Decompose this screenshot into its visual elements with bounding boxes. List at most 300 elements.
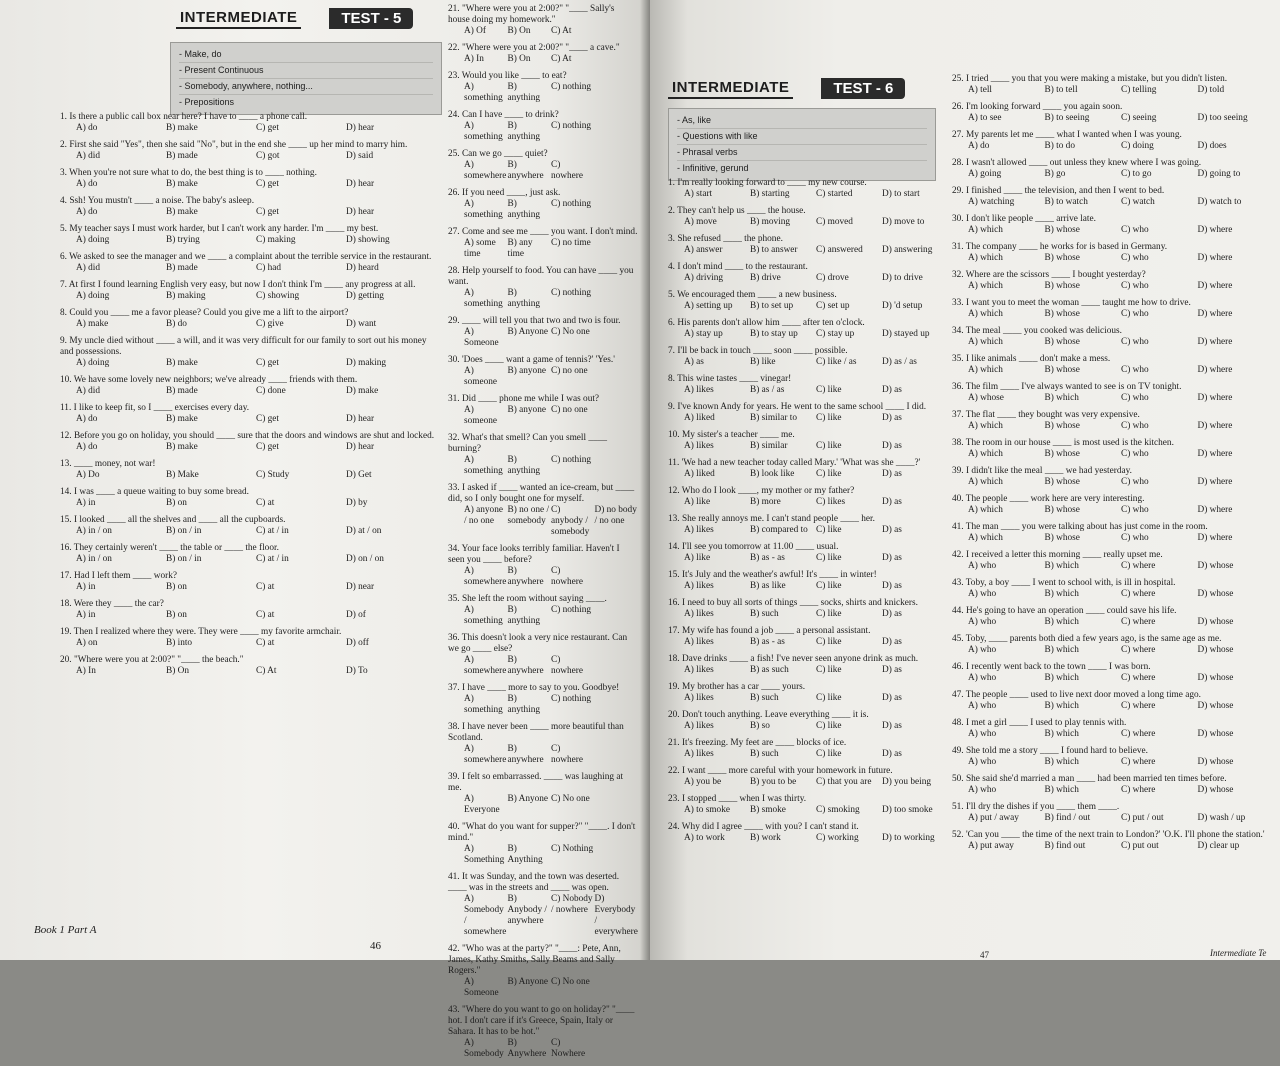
question-number: 19. [668,682,680,692]
answer-option: C) No one [551,794,590,804]
question-stem: When you're not sure what to do, the best thing is to ____ nothing. [69,168,317,178]
question-text [668,794,948,805]
question-item [952,634,1274,656]
answer-option: A) in [76,498,96,508]
question-text [448,227,638,238]
answer-option: C) where [1121,673,1156,683]
answer-option: B) make [166,442,198,452]
question-number: 6. [60,252,67,262]
answer-option: B) make [166,207,198,217]
question-number: 33. [448,483,460,493]
question-stem: The people ____ work here are very interesting. [965,494,1145,504]
question-number: 51. [952,802,964,812]
question-item [60,308,436,330]
question-text [668,822,948,833]
answer-options [60,123,436,134]
answer-option: C) stay up [816,329,855,339]
answer-option: B) making [166,291,206,301]
answer-option [595,694,639,716]
question-item [448,944,638,999]
answer-option: C) No one [551,327,590,337]
question-number: 17. [60,571,72,581]
answer-option: B) find / out [1044,813,1091,823]
page-number: 46 [370,940,381,952]
answer-option: D) as / as [882,357,917,367]
question-text [952,802,1274,813]
answer-option: A) on [76,638,98,648]
answer-options [952,393,1274,404]
answer-option: C) where [1121,589,1156,599]
answer-options [448,54,638,65]
question-item [952,550,1274,572]
question-stem: We encouraged them ____ a new business. [677,290,837,300]
answer-option: C) nothing [551,288,592,298]
answer-options [952,421,1274,432]
question-number: 26. [448,188,460,198]
question-text [952,410,1274,421]
answer-option: A) liked [684,413,715,423]
answer-options [952,617,1274,628]
answer-option: A) like [684,553,711,563]
question-item [668,626,948,648]
question-item [60,627,436,649]
question-item [952,746,1274,768]
answer-option: A) something [464,455,503,476]
answer-option: C) seeing [1121,113,1157,123]
question-text [952,466,1274,477]
question-stem: The film ____ I've always wanted to see is on TV tonight. [965,382,1182,392]
question-number: 13. [668,514,680,524]
question-text [952,214,1274,225]
answer-options [668,273,948,284]
answer-option: A) doing [76,358,110,368]
question-text [668,318,948,329]
question-text [60,487,436,498]
answer-options [668,245,948,256]
question-item [448,4,638,37]
answer-option: C) anybody / somebody [551,505,590,537]
answer-option: D) as [882,609,902,619]
answer-option: B) as / as [750,385,785,395]
answer-option: C) making [256,235,296,245]
answer-option: D) where [1197,281,1233,291]
question-number: 2. [60,140,67,150]
answer-option: C) showing [256,291,300,301]
answer-options [668,469,948,480]
question-number: 49. [952,746,964,756]
answer-option: D) where [1197,421,1233,431]
question-number: 14. [60,487,72,497]
answer-options [952,253,1274,264]
answer-option: B) to set up [750,301,794,311]
answer-options [668,217,948,228]
answer-option: B) starting [750,189,790,199]
question-number: 38. [952,438,964,448]
answer-option: B) anywhere [507,655,544,676]
answer-option: C) Nothing [551,844,594,854]
answer-option: B) look like [750,469,795,479]
answer-option: B) whose [1044,533,1080,543]
answer-option: D) answering [882,245,933,255]
answer-option: A) likes [684,693,714,703]
answer-option: B) such [750,693,779,703]
answer-options [60,666,436,677]
answer-options [952,673,1274,684]
question-text [952,634,1274,645]
answer-option: D) as [882,721,902,731]
answer-options [60,638,436,649]
answer-options [952,589,1274,600]
question-number: 52. [952,830,964,840]
question-number: 21. [448,4,460,14]
answer-option: A) somewhere [464,566,507,587]
question-stem: Did ____ phone me while I was out? [461,394,600,404]
answer-option: A) Of [464,26,486,36]
question-stem: She said she'd married a man ____ had been married ten times before. [965,774,1227,784]
answer-option: C) like [816,525,842,535]
answer-option: A) in [76,582,96,592]
answer-option: A) likes [684,749,714,759]
question-item [668,598,948,620]
answer-option: C) who [1121,477,1149,487]
answer-option: B) on [166,498,187,508]
answer-option: C) get [256,179,279,189]
question-text [668,290,948,301]
question-text [448,722,638,744]
answer-options [668,665,948,676]
question-stem: I want ____ more careful with your homework in future. [681,766,893,776]
question-text [448,43,638,54]
answer-option: A) Something [464,844,505,865]
answer-option: D) Everybody / everywhere [594,894,638,937]
answer-option: D) you being [882,777,932,787]
answer-option: A) likes [684,609,714,619]
answer-options [952,505,1274,516]
question-item [60,515,436,537]
question-number: 8. [668,374,675,384]
question-item [952,102,1274,124]
answer-option: A) do [968,141,990,151]
question-item [60,280,436,302]
answer-option: A) which [968,505,1003,515]
question-stem: It's July and the weather's awful! It's ____ in winter! [681,570,877,580]
answer-option: C) nothing [551,455,592,465]
question-item [952,242,1274,264]
question-stem: "Where were you at 2:00?" "____ the beach." [73,655,244,665]
answer-option: C) nothing [551,199,592,209]
answer-options [668,609,948,620]
question-stem: She told me a story ____ I found hard to believe. [965,746,1148,756]
answer-option: C) nothing [551,121,592,131]
question-text [668,178,948,189]
question-stem: I have never been ____ more beautiful than Scotland. [448,722,624,743]
question-item [448,683,638,716]
answer-option: D) as [882,581,902,591]
question-number: 25. [448,149,460,159]
question-item [60,459,436,481]
answer-option: B) which [1044,729,1079,739]
answer-option: B) On [507,54,531,64]
question-stem: ____ money, not war! [73,459,156,469]
question-stem: Where are the scissors ____ I bought yesterday? [965,270,1146,280]
answer-option: A) in / on [76,526,112,536]
answer-option: D) as [882,497,902,507]
question-text [60,112,436,123]
answer-option: B) whose [1044,309,1080,319]
answer-option: C) like [816,385,842,395]
answer-option: C) watch [1121,197,1155,207]
question-item [952,354,1274,376]
question-column [60,112,436,683]
answer-option: D) hear [346,442,375,452]
answer-options [60,291,436,302]
question-text [952,662,1274,673]
answer-option [595,82,639,104]
question-number: 38. [448,722,460,732]
question-number: 31. [952,242,964,252]
answer-option: C) nowhere [551,566,584,587]
answer-option: A) who [968,673,997,683]
answer-option [595,455,639,477]
answer-options [448,694,638,716]
question-stem: I'm really looking forward to ____ my new course. [677,178,867,188]
right-page [650,0,1280,960]
question-number: 25. [952,74,964,84]
question-number: 32. [448,433,460,443]
question-stem: He's going to have an operation ____ could save his life. [965,606,1177,616]
answer-option: C) like [816,441,842,451]
question-number: 20. [668,710,680,720]
question-stem: I need to buy all sorts of things ____ socks, shirts and knickers. [681,598,918,608]
question-stem: 'We had a new teacher today called Mary.' 'What was she ____?' [681,458,921,468]
answer-option: C) that you are [816,777,872,787]
answer-option: C) who [1121,253,1149,263]
question-stem: The company ____ he works for is based in Germany. [965,242,1168,252]
answer-option: D) want [346,319,377,329]
question-stem: I'll see you tomorrow at 11.00 ____ usual. [681,542,839,552]
question-stem: My teacher says I must work harder, but I can't work any harder. I'm ____ my best. [69,224,379,234]
question-item [952,298,1274,320]
answer-option: A) do [76,179,98,189]
question-number: 30. [448,355,460,365]
answer-options [668,385,948,396]
answer-option: C) who [1121,533,1149,543]
question-item [668,542,948,564]
question-item [60,112,436,134]
answer-option: C) where [1121,617,1156,627]
answer-option: B) anything [507,455,541,476]
answer-option: B) similar [750,441,788,451]
question-item [668,318,948,340]
question-stem: First she said "Yes", then she said "No", but in the end she ____ up her mind to marry him. [69,140,408,150]
question-number: 12. [668,486,680,496]
answer-option: D) whose [1197,589,1234,599]
topic-item: - Phrasal verbs [677,145,927,161]
question-number: 27. [448,227,460,237]
test-label: TEST - 6 [821,78,905,99]
answer-options [448,605,638,627]
answer-options [668,413,948,424]
answer-option [595,327,639,349]
question-text [952,718,1274,729]
answer-option: B) trying [166,235,200,245]
answer-options [668,553,948,564]
question-stem: I finished ____ the television, and then I went to bed. [965,186,1165,196]
answer-option: C) like [816,553,842,563]
question-item [668,822,948,844]
answer-option: C) nowhere [551,160,584,181]
question-item [952,690,1274,712]
answer-option: B) made [166,151,198,161]
answer-option: B) which [1044,589,1079,599]
question-item [668,486,948,508]
answer-option: A) anyone / no one [464,505,503,526]
answer-options [668,581,948,592]
topic-item: - Questions with like [677,129,927,145]
question-stem: I'll dry the dishes if you ____ them ____. [965,802,1120,812]
question-item [668,766,948,788]
question-item [60,224,436,246]
answer-option: A) someone [464,405,498,426]
question-text [952,354,1274,365]
question-item [668,514,948,536]
question-stem: I tried ____ you that you were making a mistake, but you didn't listen. [965,74,1228,84]
answer-option: C) like [816,609,842,619]
question-stem: My uncle died without ____ a will, and it was very difficult for our family to sort out his money and possessions. [60,336,427,357]
question-stem: Could you ____ me a favor please? Could you give me a lift to the airport? [69,308,349,318]
answer-option: C) like [816,413,842,423]
answer-option: B) anything [507,694,541,715]
answer-option: D) clear up [1197,841,1240,851]
question-stem: I looked ____ all the shelves and ____ all the cupboards. [73,515,286,525]
question-text [448,594,638,605]
answer-option: A) which [968,449,1003,459]
answer-options [952,281,1274,292]
question-text [60,280,436,291]
answer-option: A) likes [684,385,714,395]
answer-options [668,301,948,312]
answer-option: C) get [256,207,279,217]
answer-option: B) to seeing [1044,113,1090,123]
answer-options [448,405,638,427]
answer-option: C) Nobody / nowhere [551,894,593,915]
answer-options [448,977,638,999]
question-stem: It's freezing. My feet are ____ blocks of ice. [681,738,847,748]
question-number: 28. [952,158,964,168]
answer-option: B) whose [1044,225,1080,235]
answer-option: D) wash / up [1197,813,1246,823]
question-stem: She really annoys me. I can't stand people ____ her. [681,514,875,524]
answer-option: B) as like [750,581,786,591]
answer-option: B) anywhere [507,744,544,765]
question-stem: Ssh! You mustn't ____ a noise. The baby's asleep. [69,196,255,206]
question-stem: I don't like people ____ arrive late. [965,214,1096,224]
question-text [668,598,948,609]
answer-option: A) someone [464,366,498,387]
question-stem: This doesn't look a very nice restaurant. Can we go ____ else? [448,633,628,654]
question-stem: I want you to meet the woman ____ taught me how to drive. [965,298,1191,308]
question-number: 34. [448,544,460,554]
question-number: 6. [668,318,675,328]
answer-options [952,477,1274,488]
question-number: 35. [448,594,460,604]
answer-option: C) doing [1121,141,1154,151]
question-text [952,382,1274,393]
answer-option: B) which [1044,785,1079,795]
question-item [952,494,1274,516]
question-text [448,71,638,82]
answer-option: D) where [1197,365,1233,375]
answer-option: B) Anybody / anywhere [507,894,548,926]
answer-option: C) who [1121,309,1149,319]
question-number: 8. [60,308,67,318]
answer-option: D) where [1197,477,1233,487]
question-item [448,316,638,349]
answer-option: A) some time [464,238,496,259]
answer-option: C) telling [1121,85,1157,95]
answer-option: A) make [76,319,109,329]
question-number: 23. [448,71,460,81]
question-item [952,382,1274,404]
question-text [60,196,436,207]
answer-option: D) whose [1197,673,1234,683]
answer-option: C) at / in [256,554,289,564]
question-text [448,483,638,505]
question-text [668,206,948,217]
answer-option: B) anything [507,605,541,626]
question-item [952,606,1274,628]
question-number: 41. [952,522,964,532]
question-text [952,298,1274,309]
question-item [448,722,638,766]
question-stem: Would you like ____ to eat? [461,71,567,81]
question-number: 10. [60,375,72,385]
question-stem: Can we go ____ quiet? [461,149,548,159]
answer-option: B) whose [1044,281,1080,291]
question-item [60,571,436,593]
answer-option: A) likes [684,441,714,451]
answer-option: C) at [256,638,275,648]
topics-box [668,108,936,181]
question-number: 29. [952,186,964,196]
answer-options [668,777,948,788]
question-stem: I wasn't allowed ____ out unless they knew where I was going. [965,158,1202,168]
question-stem: Then I realized where they were. They were ____ my favorite armchair. [73,627,342,637]
question-stem: I don't mind ____ to the restaurant. [677,262,808,272]
answer-option: D) as [882,637,902,647]
answer-option: C) working [816,833,859,843]
question-item [668,458,948,480]
test-header [176,8,413,29]
answer-options [668,721,948,732]
answer-option: A) something [464,694,503,715]
answer-option: C) where [1121,729,1156,739]
answer-option: A) Do [76,470,100,480]
answer-option [595,405,639,427]
answer-option: D) as [882,665,902,675]
question-text [60,599,436,610]
answer-option: C) put out [1121,841,1159,851]
question-text [668,346,948,357]
answer-options [952,225,1274,236]
question-number: 44. [952,606,964,616]
question-item [952,802,1274,824]
question-item [952,410,1274,432]
answer-option: A) which [968,253,1003,263]
answer-option: C) Study [256,470,290,480]
question-item [60,655,436,677]
question-stem: I like to keep fit, so I ____ exercises every day. [73,403,250,413]
